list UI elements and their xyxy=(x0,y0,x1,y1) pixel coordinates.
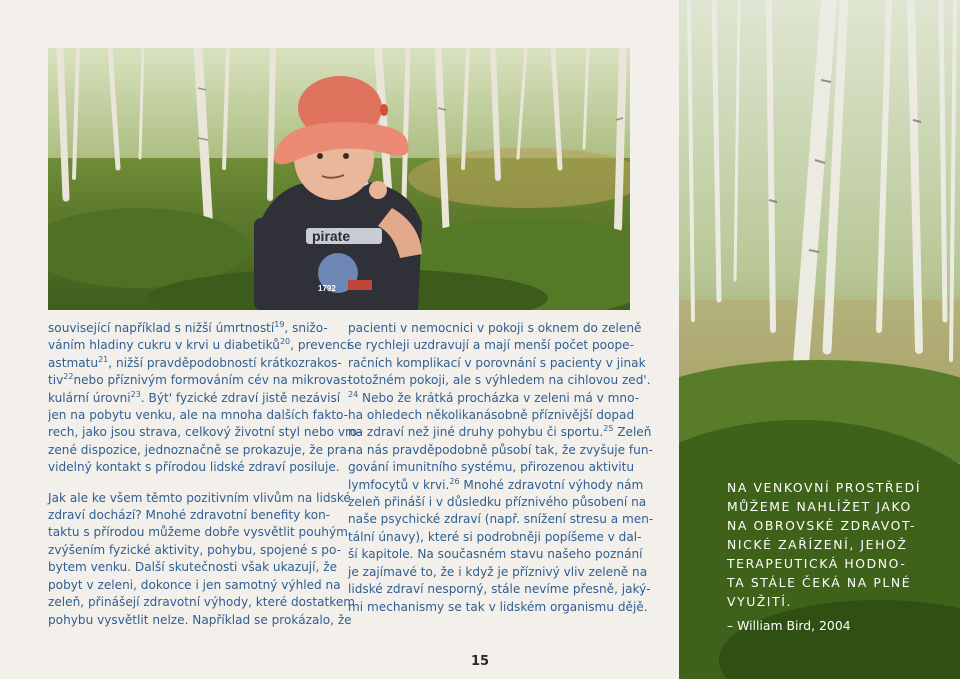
text-line xyxy=(48,559,338,576)
text-fragment: astmatu xyxy=(48,355,99,370)
quote-line: NA VENKOVNÍ PROSTŘEDÍ xyxy=(727,480,922,495)
text-fragment: Jak ale ke všem těmto pozitivním vlivům na lidské xyxy=(48,490,351,505)
text-fragment: , nižší pravděpodobností krátkozrakos- xyxy=(108,355,342,370)
text-line xyxy=(48,490,351,507)
shirt-print-text: pirate xyxy=(312,228,351,244)
text-fragment: váním hladiny cukru v krvi u diabetiků xyxy=(48,338,280,353)
text-line xyxy=(348,372,651,389)
paragraph-question xyxy=(48,490,356,629)
text-fragment: naše psychické zdraví (např. snížení stresu a men- xyxy=(348,512,654,527)
text-fragment: na nás pravděpodobně působí tak, že zvyšuje fun- xyxy=(348,442,653,457)
text-line xyxy=(48,407,349,424)
text-fragment: ší kapitole. Na současném stavu našeho poznání xyxy=(348,547,643,562)
footnote-marker: 23 xyxy=(130,389,141,399)
text-line xyxy=(348,407,635,424)
text-line xyxy=(48,524,348,541)
quote-line: NA OBROVSKÉ ZDRAVOT- xyxy=(727,518,917,533)
text-fragment: videlný kontakt s přírodou lidské zdraví posiluje. xyxy=(48,460,340,475)
footnote-marker: 25 xyxy=(603,424,614,434)
text-line xyxy=(348,476,644,494)
shirt-print-number: 1792 xyxy=(318,284,336,293)
text-line xyxy=(48,594,356,611)
text-fragment: bytem venku. Další skutečnosti však ukazují, že xyxy=(48,560,338,575)
text-line xyxy=(348,442,653,459)
text-fragment: zvýšením fyzické aktivity, pohybu, spojené s po- xyxy=(48,542,341,557)
text-line xyxy=(348,511,654,528)
text-line xyxy=(348,459,635,476)
text-fragment: související například s nižší úmrtností xyxy=(48,321,275,335)
text-fragment: taktu s přírodou můžeme dobře vysvětlit pouhým xyxy=(48,525,348,540)
text-line xyxy=(48,612,352,629)
text-line xyxy=(48,354,342,372)
text-fragment: jen na pobytu venku, ale na mnoha dalších fakto- xyxy=(48,408,349,423)
text-fragment: na zdraví než jiné druhy pohybu či sportu. xyxy=(348,425,604,440)
quote-author: – William Bird, 2004 xyxy=(727,618,851,633)
text-fragment: Nebo že krátká procházka v zeleni má v mno- xyxy=(358,390,640,405)
text-line xyxy=(348,389,640,407)
footnote-marker: 22 xyxy=(63,372,74,382)
text-line xyxy=(48,577,341,594)
quote-line: TERAPEUTICKÁ HODNO- xyxy=(727,556,907,571)
text-line xyxy=(48,389,341,407)
text-line xyxy=(48,442,352,459)
text-fragment: , prevencí xyxy=(290,338,350,353)
text-fragment: zeleň, přinášejí zdravotní výhody, které dostatkem xyxy=(48,595,356,610)
footnote-marker: 26 xyxy=(449,476,460,486)
footnote-marker: 24 xyxy=(348,389,359,399)
quote-line: NICKÉ ZAŘÍZENÍ, JEHOŽ xyxy=(727,537,908,552)
text-fragment: tiv xyxy=(48,373,64,388)
page-number: 15 xyxy=(470,654,490,669)
text-fragment: gování imunitního systému, přirozenou aktivitu xyxy=(348,460,635,475)
text-line xyxy=(48,337,350,354)
text-fragment: zdraví dochází? Mnohé zdravotní benefity kon- xyxy=(48,508,331,523)
text-fragment: kulární úrovni xyxy=(48,390,131,405)
text-fragment: se rychleji uzdravují a mají menší počet poope- xyxy=(348,338,634,353)
text-line xyxy=(348,529,642,546)
text-line xyxy=(48,372,352,389)
text-line xyxy=(48,424,362,441)
text-fragment: pobyt v zeleni, dokonce i jen samotný výhled na xyxy=(48,577,341,592)
quote-line: VYUŽITÍ. xyxy=(727,594,793,609)
text-fragment: , snižo- xyxy=(284,321,328,335)
text-line xyxy=(348,599,648,616)
text-line xyxy=(348,424,652,441)
text-line xyxy=(348,337,632,354)
text-fragment: je zajímavé to, že i když je příznivý vliv zeleně na xyxy=(348,564,648,579)
text-line xyxy=(348,581,651,598)
right-text-column xyxy=(348,320,654,616)
text-fragment: rech, jako jsou strava, celkový životní styl nebo vro- xyxy=(48,425,362,440)
text-fragment: tální únavy), které si podrobněji popíšeme v dal- xyxy=(348,529,642,544)
footnote-marker: 20 xyxy=(279,337,291,347)
text-fragment: Zeleň xyxy=(613,425,652,440)
pull-quote xyxy=(727,478,927,611)
text-fragment: zeleň přináší i v důsledku příznivého působení na xyxy=(348,495,647,510)
text-line xyxy=(348,494,647,511)
paragraph-patients xyxy=(348,320,654,616)
footnote-marker: 19 xyxy=(274,319,285,329)
text-line xyxy=(48,459,340,476)
text-fragment: totožném pokoji, ale s výhledem na cihlovou zed'. xyxy=(348,373,651,388)
text-line xyxy=(348,546,643,563)
text-line xyxy=(48,507,332,524)
text-fragment: lymfocytů v krvi. xyxy=(348,477,450,492)
text-line xyxy=(48,320,332,337)
child-photo-illustration xyxy=(48,48,630,310)
text-fragment: račních komplikací v porovnání s pacienty v jinak xyxy=(348,355,646,370)
text-fragment: pohybu vysvětlit nelze. Například se prokázalo, že xyxy=(48,612,352,627)
quote-line: MŮŽEME NAHLÍŽET JAKO xyxy=(727,499,912,514)
text-fragment: pacienti v nemocnici v pokoji s oknem do zeleně xyxy=(348,321,642,335)
text-fragment: nebo příznivým formováním cév na mikrovas- xyxy=(73,373,352,388)
text-fragment: . Být' fyzické zdraví jistě nezávisí xyxy=(140,390,341,405)
text-line xyxy=(348,564,648,581)
text-fragment: zené dispozice, jednoznačně se prokazuje, že pra- xyxy=(48,442,352,457)
text-fragment: lidské zdraví nesporný, stále nevíme přesně, jaký- xyxy=(348,582,651,597)
text-line xyxy=(348,320,642,337)
text-line xyxy=(48,542,341,559)
quote-line: TA STÁLE ČEKÁ NA PLNÉ xyxy=(727,575,912,590)
footnote-marker: 21 xyxy=(98,354,109,364)
text-fragment: Mnohé zdravotní výhody nám xyxy=(459,477,644,492)
child-in-forest-photo xyxy=(48,48,630,310)
text-fragment: ha ohledech několikanásobně příznivější dopad xyxy=(348,408,635,423)
text-fragment: mi mechanismy se tak v lidském organismu dějě. xyxy=(348,599,648,614)
text-line xyxy=(348,355,646,372)
